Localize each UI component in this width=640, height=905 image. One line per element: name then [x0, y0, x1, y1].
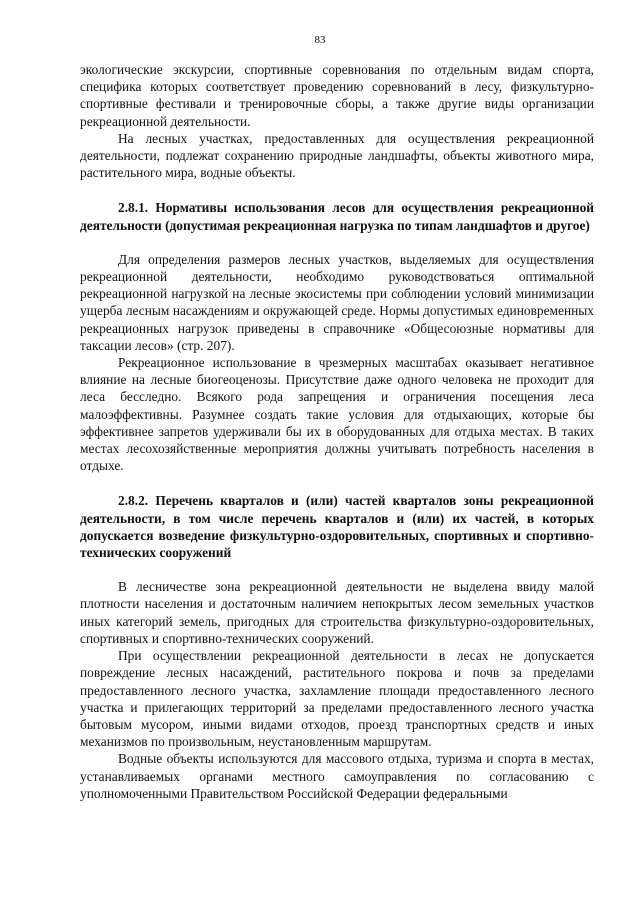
paragraph-continuation: экологические экскурсии, спортивные соревнования по отдельным видам спорта, специфика которых соответствует проведению соревнований в лесу, физкультурно-спортивные фестивали и тренировочные сборы, а также другие виды организации рекреационной деятельности.	[80, 62, 594, 129]
paragraph-water-bodies: Водные объекты используются для массового отдыха, туризма и спорта в местах, устанавливаемых органами местного самоуправления по согласованию с уполномоченными Правительством Российской Федерации федеральными	[80, 751, 594, 801]
paragraph-preserved-objects: На лесных участках, предоставленных для осуществления рекреационной деятельности, подлежат сохранению природные ландшафты, объекты животного мира, растительного мира, водные объекты.	[80, 130, 594, 181]
page-number: 83	[314, 34, 326, 46]
section-heading-2-8-2: 2.8.2. Перечень кварталов и (или) частей кварталов зоны рекреационной деятельности, в том числе перечень кварталов и (или) их частей, в которых допускается возведение физкультурно-оздоровительных, спортивных и спортивно-технических сооружений	[80, 493, 594, 561]
paragraph-recreational-impact: Рекреационное использование в чрезмерных масштабах оказывает негативное влияние на лесные биогеоценозы. Присутствие даже одного человека не проходит для леса бесследно. Всякого рода запрещения и ограничения посещения леса малоэффективны. Разумнее создать такие условия для отдыхающих, которые бы эффективнее запретов удерживали бы их в оборудованных для отдыха местах. В таких местах лесохозяйственные мероприятия должны учитывать потребность населения в отдыхе.	[80, 355, 594, 474]
paragraph-recreational-load: Для определения размеров лесных участков, выделяемых для осуществления рекреационной деятельности, необходимо руководствоваться оптимальной рекреационной нагрузкой на лесные экосистемы при соблюдении условий минимизации ущерба лесным насаждениям и окружающей среде. Нормы допустимых единовременных рекреационных нагрузок приведены в справочнике «Общесоюзные нормативы для таксации лесов» (стр. 207).	[80, 251, 594, 353]
paragraph-prohibitions: При осуществлении рекреационной деятельности в лесах не допускается повреждение лесных насаждений, растительного покрова и почв за пределами предоставленного лесного участка, захламление площади предоставленного лесного участка и прилегающих территорий за пределами предоставленного лесного участка бытовым мусором, иными видами отходов, проезд транспортных средств и иных механизмов по произвольным, неустановленным маршрутам.	[80, 648, 594, 750]
paragraph-zone-not-allocated: В лесничестве зона рекреационной деятельности не выделена ввиду малой плотности населения и достаточным наличием непокрытых лесом земельных участков иных категорий земель, пригодных для строительства физкультурно-оздоровительных, спортивных и спортивно-технических сооружений.	[80, 579, 594, 646]
page-body	[80, 61, 594, 802]
section-heading-2-8-1: 2.8.1. Нормативы использования лесов для осуществления рекреационной деятельности (допустимая рекреационная нагрузка по типам ландшафтов и другое)	[80, 200, 594, 233]
